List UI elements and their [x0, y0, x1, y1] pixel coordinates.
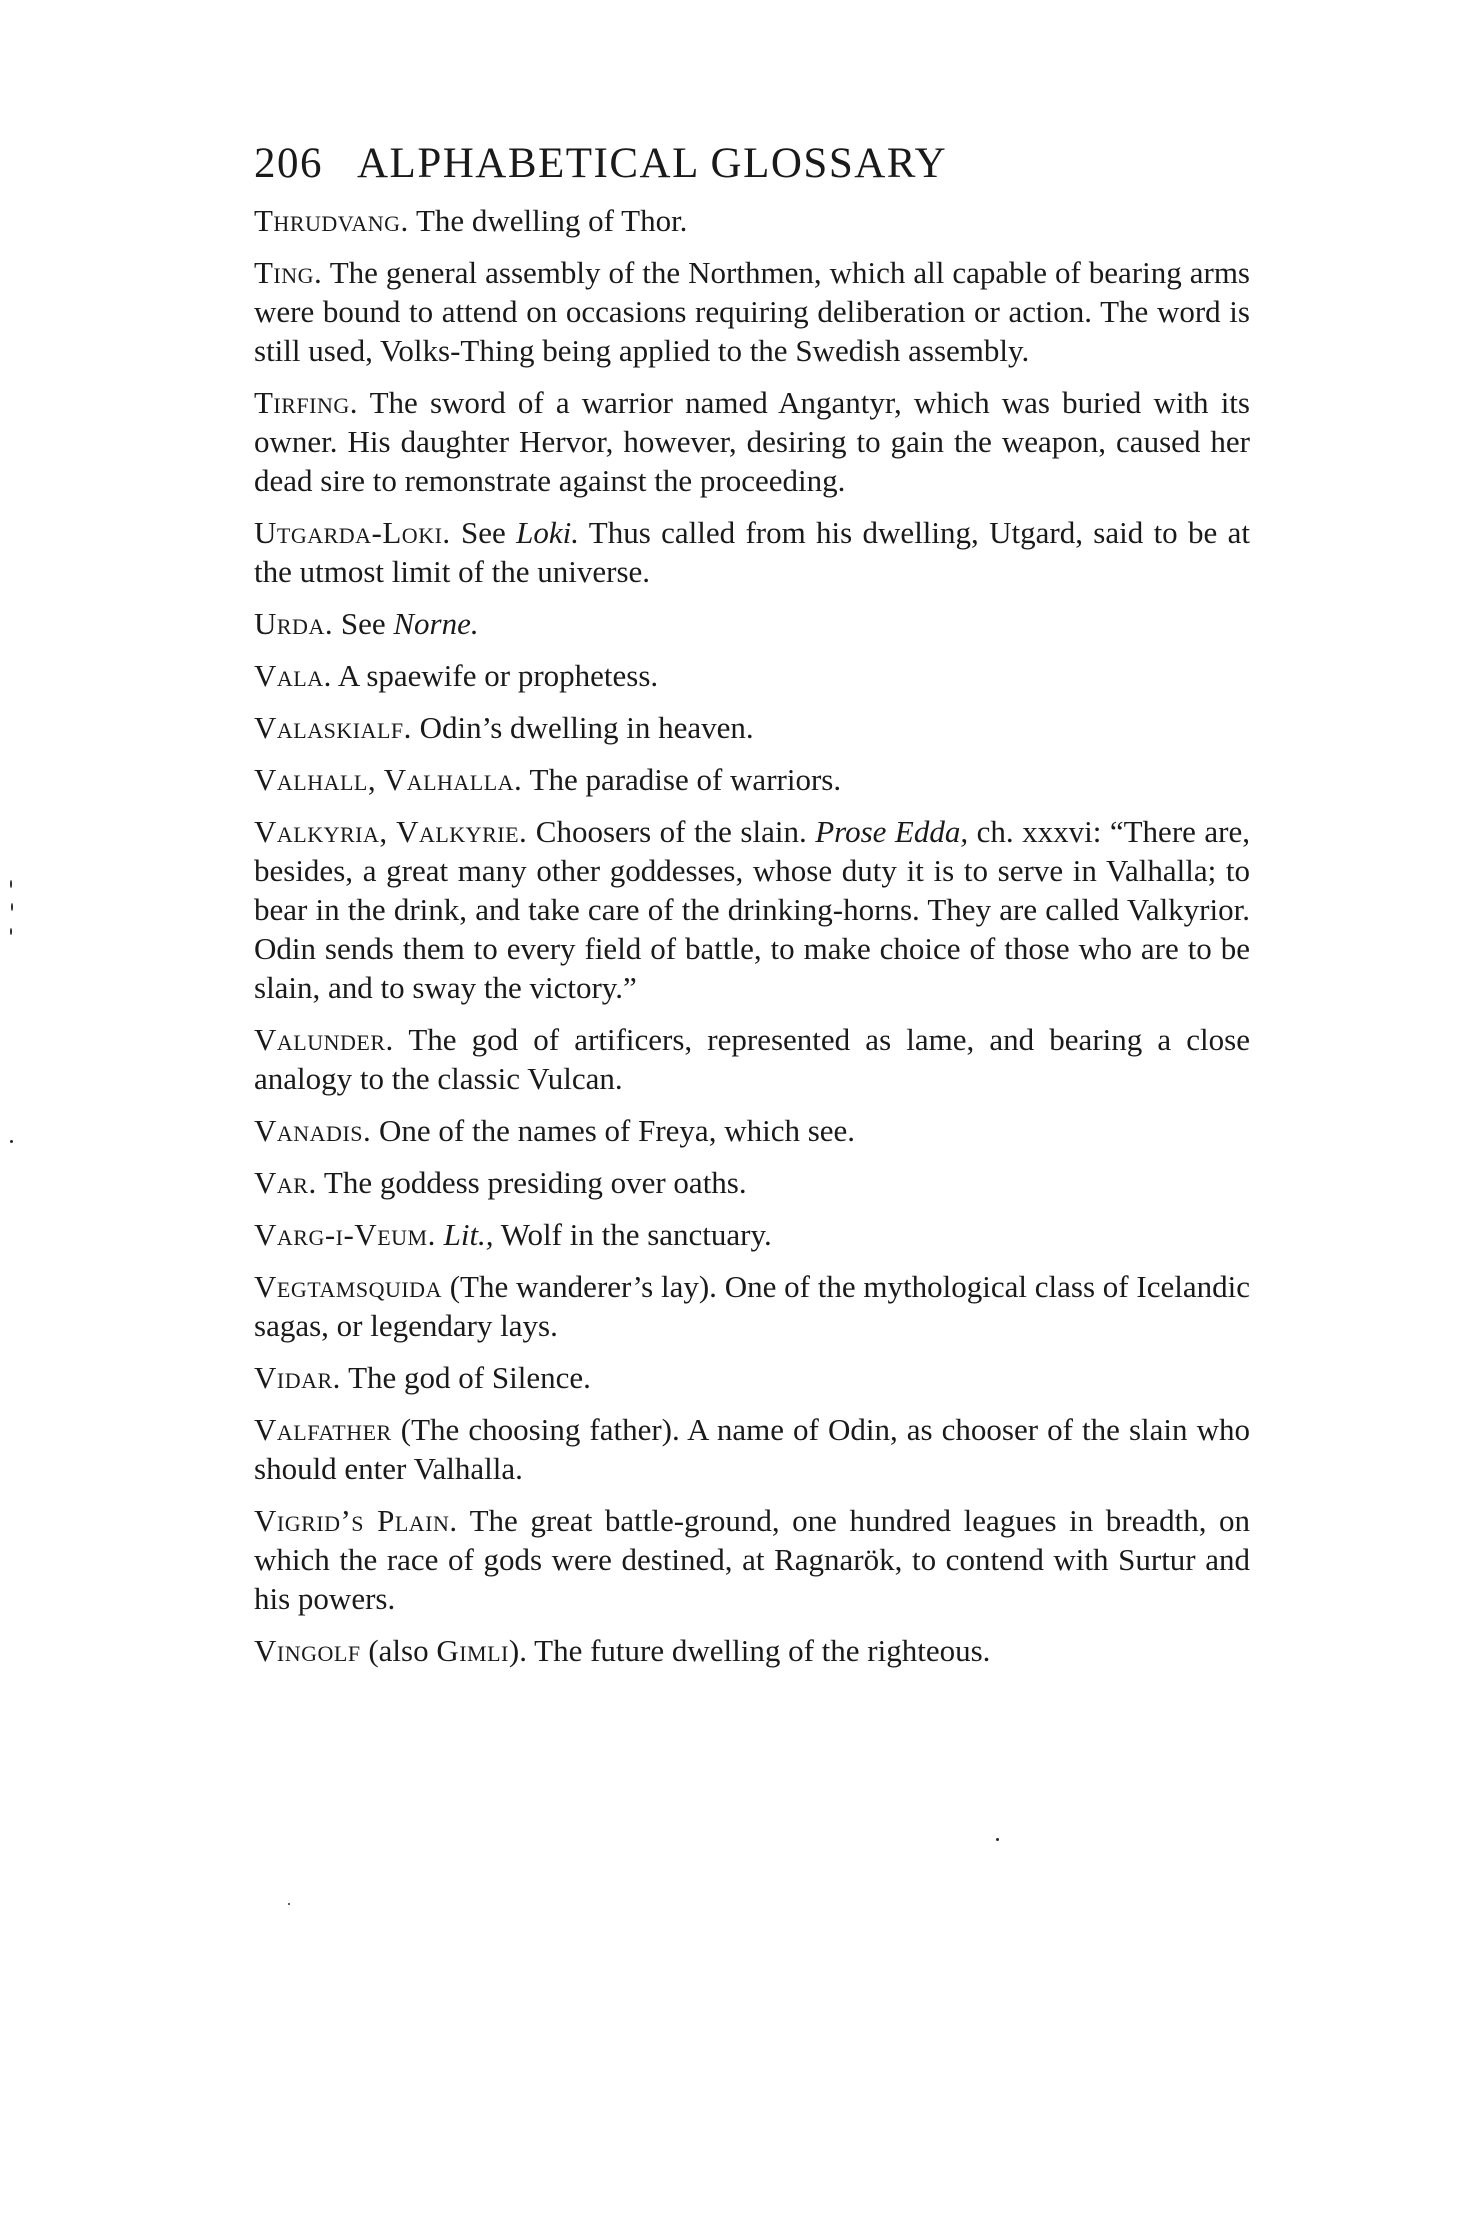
glossary-entry-ting [254, 253, 1250, 370]
glossary-entry-thrudvang [254, 201, 1250, 240]
running-head [254, 140, 1250, 187]
entry-definition: The dwelling of Thor. [408, 203, 688, 239]
entry-definition [436, 1217, 444, 1252]
entry-definition: (The choosing father). A name of Odin, as chooser of the slain who should enter Valhalla. [254, 1412, 1250, 1487]
glossary-entry-vala [254, 656, 1250, 695]
entry-term: Vigrid’s Plain. [254, 1503, 458, 1539]
entry-term: Vegtamsquida [254, 1269, 442, 1305]
entry-definition: The general assembly of the Northmen, which all capable of bearing arms were bound to attend on occasions requiring deliberation or action. The word is still used, Volks-Thing being applied to the Swedish assembly. [254, 255, 1250, 369]
entry-term: Ting. [254, 255, 323, 291]
entry-term: Valfather [254, 1412, 392, 1448]
entry-term: Valkyria, Valkyrie. [254, 814, 528, 850]
entry-term: Thrudvang. [254, 203, 409, 239]
entry-definition: Odin’s dwelling in heaven. [411, 710, 754, 746]
glossary-entry-vingolf [254, 1631, 1250, 1670]
entry-term: Vingolf [254, 1633, 361, 1669]
entry-term: Vidar. [254, 1360, 341, 1396]
entry-definition: Choosers of the slain. [527, 814, 816, 850]
margin-speck [10, 1140, 13, 1143]
glossary-entry-valhall [254, 760, 1250, 799]
glossary-entry-valaskialf [254, 708, 1250, 747]
glossary-entry-vegtamsquida [254, 1267, 1250, 1345]
entry-definition: The paradise of warriors. [522, 762, 842, 798]
entry-term: Valhall, Valhalla. [254, 762, 523, 798]
entry-term: Var. [254, 1165, 317, 1201]
entry-term: Urda. [254, 606, 334, 642]
entry-term-alternate: Gimli [436, 1633, 509, 1669]
entry-definition: Wolf in the sanctuary. [493, 1217, 772, 1253]
entry-definition: (also [360, 1633, 437, 1669]
abbreviation: Lit., [443, 1217, 494, 1253]
book-title: Prose Edda, [815, 814, 969, 850]
page-title: ALPHABETICAL GLOSSARY [357, 140, 948, 187]
glossary-entry-vigrids-plain [254, 1501, 1250, 1618]
entry-definition: ). The future dwelling of the righteous. [508, 1633, 991, 1669]
glossary-entry-urda [254, 604, 1250, 643]
entry-definition: A spaewife or prophetess. [331, 658, 659, 694]
entry-term: Vanadis. [254, 1113, 372, 1149]
entry-definition: The great battle-ground, one hundred leagues in breadth, on which the race of gods were destined, at Ragnarök, to contend with Surtur and his powers. [254, 1503, 1250, 1617]
entry-definition: The goddess presiding over oaths. [316, 1165, 747, 1201]
entry-definition: (The wanderer’s lay). One of the mythological class of Icelandic sagas, or legendary lays. [254, 1269, 1250, 1344]
glossary-entry-utgarda-loki [254, 513, 1250, 591]
margin-speck [10, 928, 12, 935]
entry-term: Valunder. [254, 1022, 394, 1058]
entry-definition: See [333, 606, 394, 642]
entry-definition: The god of Silence. [340, 1360, 591, 1396]
page-speck [996, 1838, 999, 1841]
entry-definition: Thus called from his dwelling, Utgard, said to be at the utmost limit of the universe. [254, 515, 1250, 590]
glossary-entry-valunder [254, 1020, 1250, 1098]
margin-speck [11, 903, 13, 911]
glossary-entry-vanadis [254, 1111, 1250, 1150]
entry-term: Tirfing. [254, 385, 359, 421]
entry-term: Vala. [254, 658, 332, 694]
cross-reference: Loki. [516, 515, 579, 551]
glossary-entry-var [254, 1163, 1250, 1202]
glossary-entry-tirfing [254, 383, 1250, 500]
entry-definition: See [450, 515, 517, 551]
entry-term: Varg-i-Veum. [254, 1217, 436, 1253]
entry-definition: The god of artificers, represented as lame, and bearing a close analogy to the classic Vulcan. [254, 1022, 1250, 1097]
entry-definition: The sword of a warrior named Angantyr, which was buried with its owner. His daughter Hervor, however, desiring to gain the weapon, caused her dead sire to remonstrate against the proceeding. [254, 385, 1250, 499]
page-speck [288, 1903, 290, 1905]
entry-term: Valaskialf. [254, 710, 412, 746]
entry-definition: ch. xxxvi: “There are, besides, a great many other goddesses, whose duty it is to serve in Valhalla; to bear in the drink, and take care of the drinking-horns. They are called Valkyrior. Odin sends them to every field of battle, to make choice of those who are to be slain, and to sway the victory.” [254, 814, 1251, 1006]
entry-definition: One of the names of Freya, which see. [371, 1113, 856, 1149]
glossary-entry-vidar [254, 1358, 1250, 1397]
glossary-page [254, 140, 1250, 1683]
glossary-entry-valfather [254, 1410, 1250, 1488]
margin-speck [10, 880, 12, 888]
page-number: 206 [254, 140, 323, 187]
entry-term: Utgarda-Loki. [254, 515, 451, 551]
cross-reference: Norne. [393, 606, 479, 642]
glossary-entry-valkyria [254, 812, 1250, 1007]
glossary-entry-varg-i-veum [254, 1215, 1250, 1254]
